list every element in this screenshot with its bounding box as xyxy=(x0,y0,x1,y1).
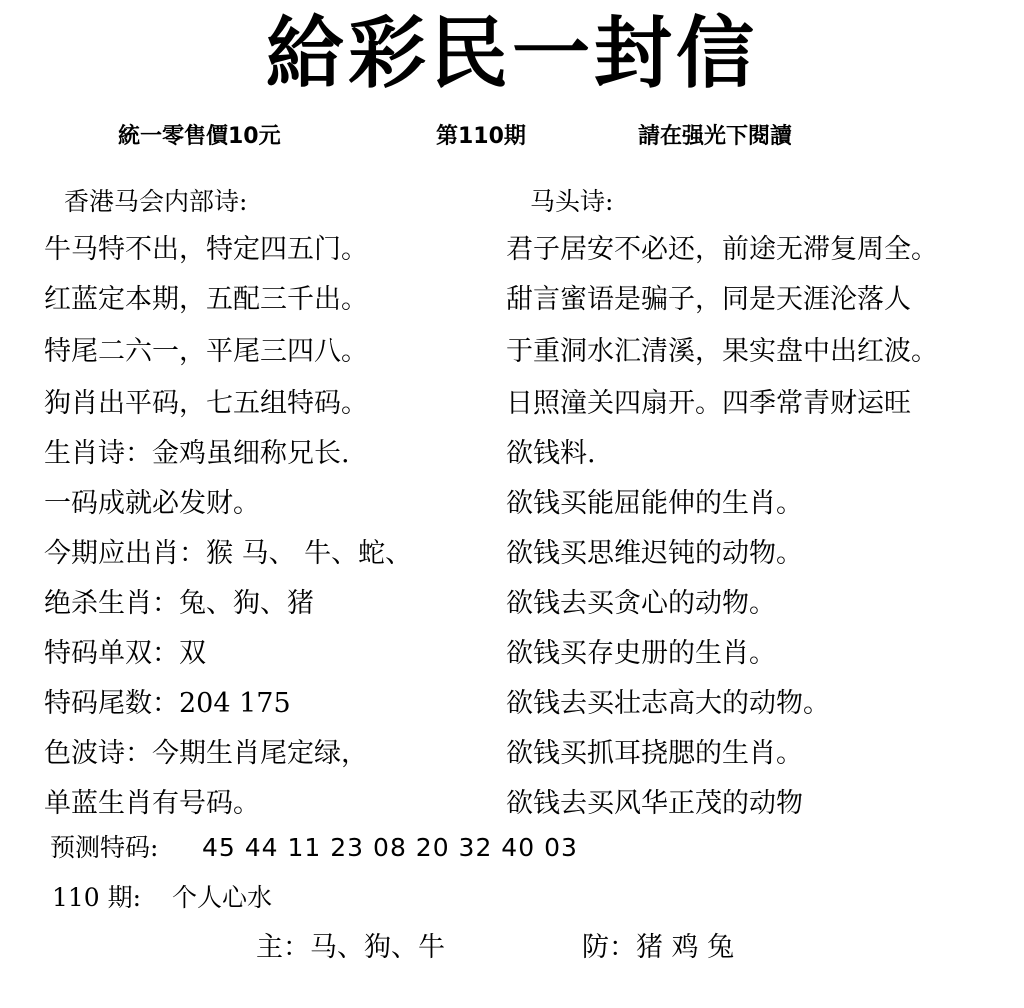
left-poem-line: 单蓝生肖有号码。 xyxy=(44,788,260,819)
left-heading: 香港马会内部诗: xyxy=(64,187,248,216)
left-poem-line: 色波诗：今期生肖尾定绿， xyxy=(44,738,368,769)
page-title: 給彩民一封信 xyxy=(265,9,758,99)
right-poem-line: 欲钱去买贪心的动物。 xyxy=(506,588,776,619)
price-label: 統一零售價10元 xyxy=(118,124,281,149)
right-poem-line: 甜言蜜语是骗子，同是天涯沦落人 xyxy=(506,284,911,315)
right-heading: 马头诗: xyxy=(530,187,614,216)
issue-number: 第110期 xyxy=(436,124,526,149)
right-poem-line: 欲钱买抓耳挠腮的生肖。 xyxy=(506,738,803,769)
left-poem-line: 一码成就必发财。 xyxy=(44,488,260,519)
right-poem-line: 君子居安不必还，前途无滞复周全。 xyxy=(506,234,938,265)
right-poem-line: 欲钱买存史册的生肖。 xyxy=(506,638,776,669)
right-poem-line: 欲钱买思维迟钝的动物。 xyxy=(506,538,803,569)
right-poem-line: 欲钱去买壮志高大的动物。 xyxy=(506,688,830,719)
left-poem-line: 红蓝定本期，五配三千出。 xyxy=(44,284,368,315)
left-poem-line: 狗肖出平码，七五组特码。 xyxy=(44,388,368,419)
reading-note: 請在强光下閱讀 xyxy=(638,124,793,149)
left-poem-line: 生肖诗：金鸡虽细称兄长. xyxy=(44,438,350,469)
footer-main: 主：马、狗、牛 xyxy=(256,932,445,963)
right-poem-line: 日照潼关四扇开。四季常青财运旺 xyxy=(506,388,911,419)
left-poem-line: 绝杀生肖：兔、狗、猪 xyxy=(44,588,314,619)
right-poem-line: 欲钱料. xyxy=(506,438,596,469)
left-poem-line: 牛马特不出，特定四五门。 xyxy=(44,234,368,265)
right-poem-line: 于重洞水汇清溪，果实盘中出红波。 xyxy=(506,336,938,367)
issue-line-label: 110 期: xyxy=(52,883,142,912)
left-poem-line: 今期应出肖：猴 马、 牛、蛇、 xyxy=(44,538,413,569)
prediction-label: 预测特码: xyxy=(50,833,159,862)
left-poem-line: 特尾二六一，平尾三四八。 xyxy=(44,336,368,367)
right-poem-line: 欲钱买能屈能伸的生肖。 xyxy=(506,488,803,519)
issue-line-text: 个人心水 xyxy=(172,883,273,912)
prediction-numbers: 45 44 11 23 08 20 32 40 03 xyxy=(202,833,578,862)
left-poem-line: 特码单双：双 xyxy=(44,638,206,669)
left-poem-line: 特码尾数：204 175 xyxy=(44,688,291,719)
footer-defense: 防：猪 鸡 兔 xyxy=(582,932,735,963)
right-poem-line: 欲钱去买风华正茂的动物 xyxy=(506,788,803,819)
